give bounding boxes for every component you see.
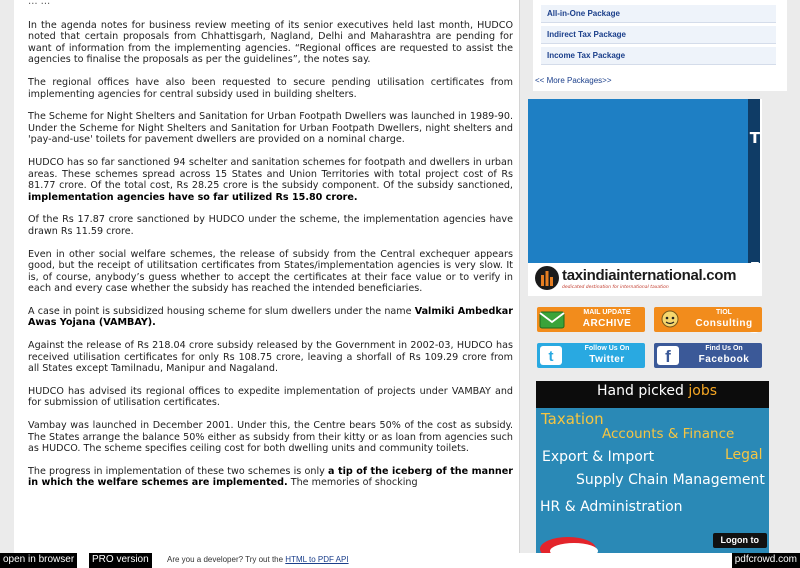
paragraph: Against the release of Rs 218.04 crore subsidy released by the Government in 2002-03, HUDCO has received utilisation certificates for only Rs 108.75 crore, leaving a shorfall of Rs 109.29 crore from all States except Tamilnadu, Manipur and Nagaland. xyxy=(28,340,513,375)
paragraph: The Scheme for Night Shelters and Sanitation for Urban Footpath Dwellers was launched in 1989-90. Under the Scheme for Night Shelters and Sanitation for Urban Footpath Dwellers, night shelters and 'pay-and-use' toilets for pavement dwellers are provided on a nominal charge. xyxy=(28,111,513,146)
paragraph-bold: a tip of the iceberg of the manner in which the welfare schemes are implemented. xyxy=(28,465,514,489)
paragraph-text: The memories of shocking xyxy=(287,477,418,489)
taxindiainternational-ad[interactable] xyxy=(528,99,762,296)
pdfcrowd-footer xyxy=(0,553,800,568)
paragraph: The regional offices have also been requested to secure pending utilisation certificates from implementing agencies for central subsidy used in building shelters. xyxy=(28,76,513,100)
paragraph-text: The progress in implementation of these two schemes is only xyxy=(28,465,329,477)
logon-button[interactable]: Logon to xyxy=(713,533,767,548)
paragraph-text: HUDCO has so far sanctioned 94 schelter and sanitation schemes for footpath and dwellers in urban areas. These schemes spread across 15 States and Union Territories with total project cost of Rs 81.77 crore. Of the total cost, Rs 28.25 crore is the subsidy component. Of the subsidy sanctioned, xyxy=(28,156,513,192)
jobs-logo-icon xyxy=(538,527,648,553)
ad-tagline: dedicated destination for international taxation xyxy=(562,285,669,290)
twitter-button-line2: Twitter xyxy=(589,354,625,365)
twitter-button-line1: Follow Us On xyxy=(584,345,630,352)
html-to-pdf-api-link[interactable]: HTML to PDF API xyxy=(285,555,349,564)
jobs-hr: HR & Administration xyxy=(540,499,683,515)
pdfcrowd-brand[interactable]: pdfcrowd.com xyxy=(732,553,800,568)
twitter-follow-button[interactable] xyxy=(537,343,645,368)
more-packages-link[interactable]: << More Packages>> xyxy=(535,76,612,85)
jobs-header xyxy=(536,381,769,408)
sidebar xyxy=(520,0,800,553)
facebook-find-button[interactable] xyxy=(654,343,762,368)
tiol-button-line2: Consulting xyxy=(695,318,753,329)
article-body xyxy=(14,0,519,489)
paragraph: HUDCO has advised its regional offices to expedite implementation of projects under VAMBAY and for submission of utilisation certificates. xyxy=(28,385,513,409)
ad-logo-text: taxindiainternational.com xyxy=(562,267,737,284)
jobs-export: Export & Import xyxy=(542,449,655,465)
paragraph: Vambay was launched in December 2001. Under this, the Centre bears 50% of the cost as subsidy. The States arrange the balance 50% either as subsidy from their kitty or as loan from agencies such as HUDCO. The scheme specifies ceiling cost for both dwelling units and community toilets. xyxy=(28,420,513,455)
jobs-taxation: Taxation xyxy=(541,410,604,428)
mail-button-line2: ARCHIVE xyxy=(582,318,632,329)
jobs-header-a: Hand picked xyxy=(597,383,689,399)
mail-button-line1: MAIL UPDATE xyxy=(583,309,631,316)
paragraph-bold: implementation agencies have so far utilized Rs 15.80 crore. xyxy=(28,191,358,203)
pro-version-button[interactable]: PRO version xyxy=(89,553,152,568)
developer-promo-text: Are you a developer? Try out the xyxy=(167,555,286,564)
hand-picked-jobs-ad[interactable] xyxy=(536,381,769,553)
svg-text:t: t xyxy=(548,348,554,365)
jobs-legal: Legal xyxy=(725,447,763,463)
ad-logo-bar xyxy=(528,263,762,296)
package-link-indirect-tax[interactable]: Indirect Tax Package xyxy=(541,26,776,44)
package-link-all-in-one[interactable]: All-in-One Package xyxy=(541,5,776,23)
open-in-browser-button[interactable]: open in browser xyxy=(0,553,77,568)
paragraph-text: A case in point is subsidized housing scheme for slum dwellers under the name xyxy=(28,305,415,317)
facebook-button-line2: Facebook xyxy=(698,354,750,365)
article-top-fragment: … … xyxy=(28,0,51,7)
paragraph: Of the Rs 17.87 crore sanctioned by HUDCO under the scheme, the implementation agencies have drawn Rs 11.59 crore. xyxy=(28,214,513,237)
mail-update-archive-button[interactable] xyxy=(537,307,645,332)
tiol-consulting-button[interactable] xyxy=(654,307,762,332)
paragraph: Even in other social welfare schemes, the release of subsidy from the Central exchequer appears good, but the receipt of utilitsation certificates from States/implementation agencies is very slow. It is, of course, anybody’s guess whether to accept the certificates at their face value or to verify in each and every case whether the subsidy has reached the intended beneficiaries. xyxy=(28,248,513,295)
developer-promo xyxy=(167,555,349,564)
twitter-icon xyxy=(539,345,567,366)
jobs-header-text xyxy=(597,383,717,399)
svg-text:f: f xyxy=(665,347,671,366)
paragraph-bold: Valmiki Ambedkar Awas Yojana (VAMBAY). xyxy=(28,305,513,329)
paragraph: In the agenda notes for business review meeting of its senior executives held last month, HUDCO noted that certain proposals from Chhattisgarh, Nagland, Delhi and Maharashtra are pending for want of information from the implementing agencies. “Regional offices are requested to assist the agencies to finalise the proposals as per the guidelines”, the notes say. xyxy=(28,19,513,66)
paragraph xyxy=(28,306,513,329)
article-column xyxy=(14,0,520,553)
package-link-income-tax[interactable]: Income Tax Package xyxy=(541,47,776,65)
jobs-header-b: jobs xyxy=(688,383,717,399)
mail-icon xyxy=(539,309,567,330)
ad-side-text: T xyxy=(749,129,760,147)
facebook-button-line1: Find Us On xyxy=(705,345,743,352)
facebook-icon xyxy=(656,345,684,366)
jobs-accounts: Accounts & Finance xyxy=(602,426,735,442)
paragraph xyxy=(28,466,513,489)
building-icon xyxy=(534,265,560,291)
paragraph xyxy=(28,157,513,203)
jobs-scm: Supply Chain Management xyxy=(576,472,765,488)
tiol-button-line1: TIOL xyxy=(716,309,732,316)
mascot-icon xyxy=(656,309,684,330)
packages-box xyxy=(533,0,787,91)
